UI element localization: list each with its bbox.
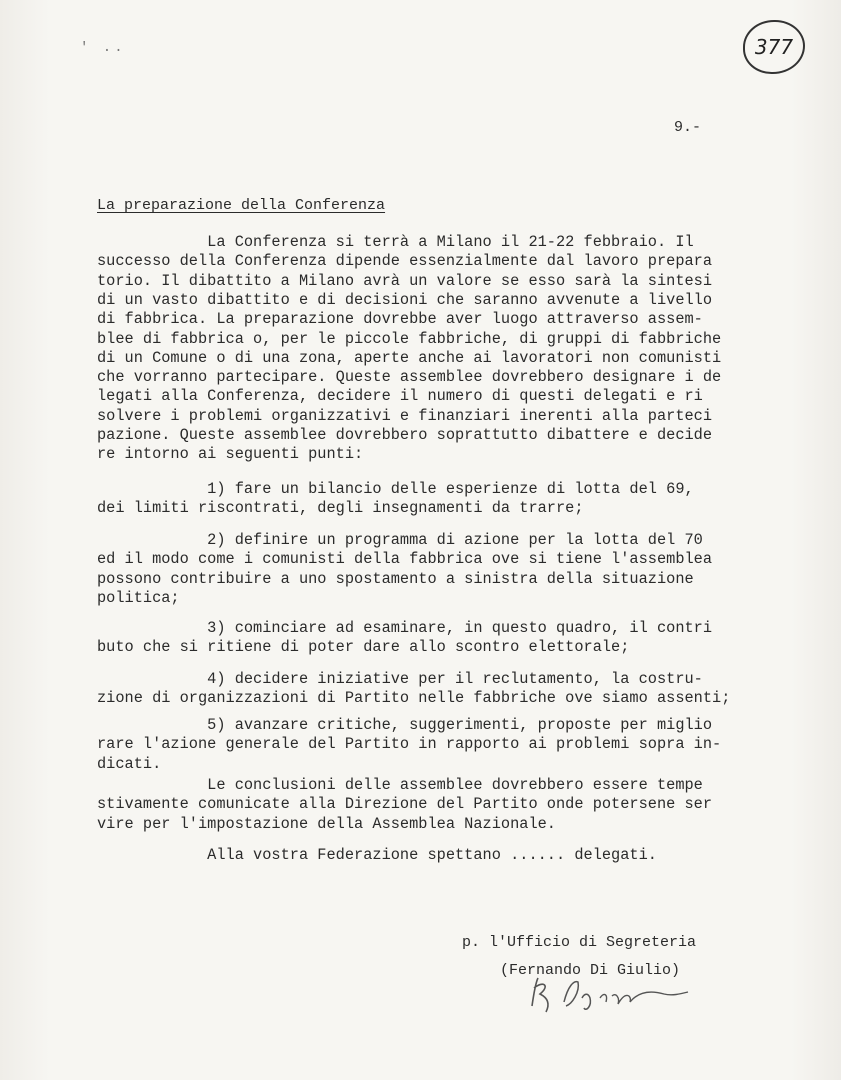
- conclusion-line: vire per l'impostazione della Assemblea Nazionale.: [97, 814, 556, 833]
- point-line: possono contribuire a uno spostamento a sinistra della situazione: [97, 569, 694, 588]
- paragraph-line: successo della Conferenza dipende essenzialmente dal lavoro prepara: [97, 252, 713, 271]
- archive-number-stamp: 377: [743, 20, 805, 74]
- paragraph-line: pazione. Queste assemblee dovrebbero soprattutto dibattere e decide: [97, 426, 713, 444]
- signoff: p. l'Ufficio di Segreteria: [462, 934, 697, 951]
- delegates-line: Alla vostra Federazione spettano ...... delegati.: [97, 846, 657, 864]
- paragraph-line: legati alla Conferenza, decidere il numero di questi delegati e ri: [97, 387, 703, 406]
- paragraph-line: di un Comune o di una zona, aperte anche ai lavoratori non comunisti: [97, 348, 722, 367]
- handwritten-signature: [520, 968, 700, 1018]
- point-line: rare l'azione generale del Partito in rapporto ai problemi sopra in-: [97, 735, 722, 754]
- conclusion-line: stivamente comunicate alla Direzione del Partito onde potersene ser: [97, 795, 713, 814]
- point-line: 5) avanzare critiche, suggerimenti, proposte per miglio: [97, 716, 713, 734]
- paragraph-line: solvere i problemi organizzativi e finanziari inerenti alla parteci: [97, 406, 713, 425]
- section-title: La preparazione della Conferenza: [97, 197, 386, 214]
- paragraph-line: La Conferenza si terrà a Milano il 21-22 febbraio. Il: [97, 233, 694, 251]
- signer-name: (Fernando Di Giulio): [500, 962, 681, 979]
- point-line: 1) fare un bilancio delle esperienze di lotta del 69,: [97, 480, 694, 498]
- page-number: 9.-: [674, 119, 702, 136]
- paragraph-line: che vorranno partecipare. Queste assemblee dovrebbero designare i de: [97, 368, 722, 387]
- paragraph-line: re intorno ai seguenti punti:: [97, 445, 364, 464]
- point-line: politica;: [97, 588, 180, 607]
- paragraph-line: di un vasto dibattito e di decisioni che saranno avvenute a livello: [97, 290, 713, 309]
- corner-mark: ' ..: [80, 40, 126, 56]
- point-line: dicati.: [97, 754, 162, 773]
- point-line: zione di organizzazioni di Partito nelle fabbriche ove siamo assenti;: [97, 689, 731, 708]
- point-line: buto che si ritiene di poter dare allo scontro elettorale;: [97, 638, 630, 657]
- point-line: 2) definire un programma di azione per la lotta del 70: [97, 531, 703, 549]
- paragraph-line: torio. Il dibattito a Milano avrà un valore se esso sarà la sintesi: [97, 271, 713, 290]
- conclusion-line: Le conclusioni delle assemblee dovrebbero essere tempe: [97, 776, 703, 794]
- point-line: 3) cominciare ad esaminare, in questo quadro, il contri: [97, 619, 713, 637]
- point-line: 4) decidere iniziative per il reclutamento, la costru-: [97, 670, 703, 688]
- point-line: ed il modo come i comunisti della fabbrica ove si tiene l'assemblea: [97, 550, 713, 569]
- paragraph-line: di fabbrica. La preparazione dovrebbe aver luogo attraverso assem-: [97, 310, 703, 329]
- point-line: dei limiti riscontrati, degli insegnamenti da trarre;: [97, 499, 584, 518]
- paragraph-line: blee di fabbrica o, per le piccole fabbriche, di gruppi di fabbriche: [97, 329, 722, 348]
